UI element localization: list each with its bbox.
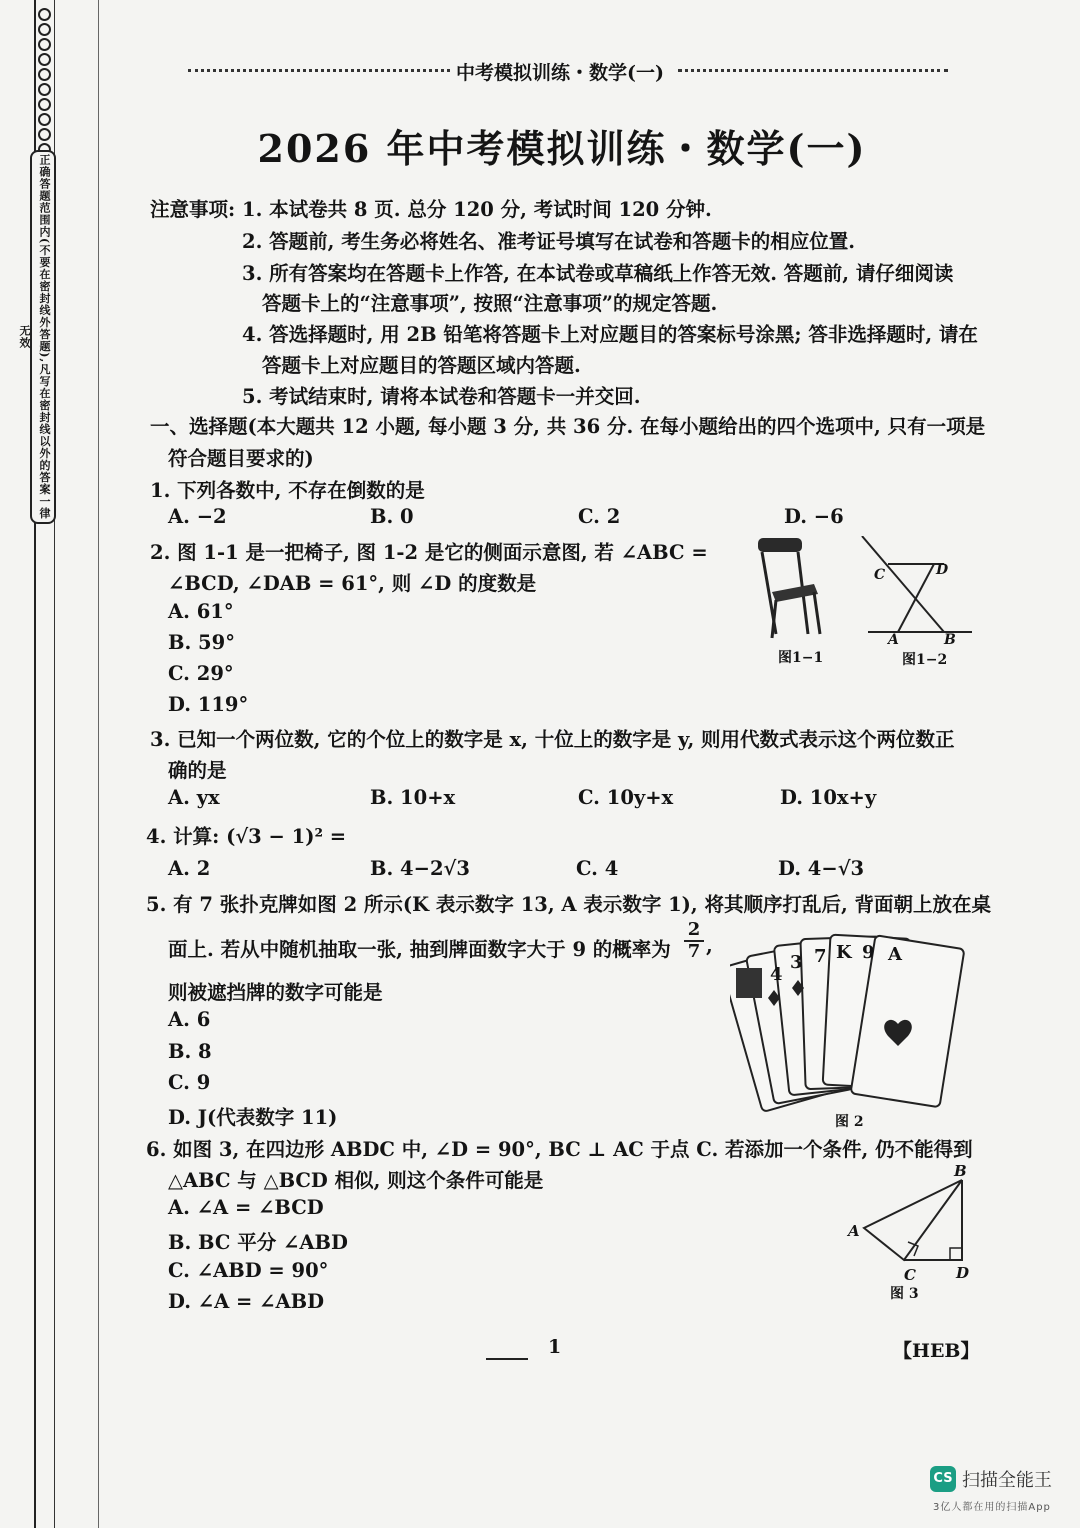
q1-option-d: D. −6 bbox=[784, 505, 844, 528]
q5-option-b: B. 8 bbox=[168, 1040, 212, 1063]
card-label-3: 3 bbox=[790, 952, 803, 973]
point-label-d: D bbox=[936, 562, 949, 578]
fraction-numerator: 2 bbox=[687, 919, 701, 940]
figure-2-playing-cards bbox=[730, 928, 970, 1134]
q2-option-d: D. 119° bbox=[168, 693, 249, 716]
figure-2-caption: 图 2 bbox=[835, 1114, 864, 1130]
q3-option-c: C. 10y+x bbox=[578, 786, 674, 809]
notes-label: 注意事项: bbox=[150, 198, 236, 221]
running-title: 中考模拟训练・数学(一) bbox=[456, 62, 664, 84]
card-label-7: 7 bbox=[814, 946, 827, 967]
card-label-4: 4 bbox=[770, 964, 783, 985]
point-label-c: C bbox=[904, 1266, 916, 1284]
probability-fraction bbox=[684, 920, 704, 962]
notes-item-2: 2. 答题前, 考生务必将姓名、准考证号填写在试卷和答题卡的相应位置. bbox=[242, 230, 856, 253]
question-2-stem-2: ∠BCD, ∠DAB = 61°, 则 ∠D 的度数是 bbox=[168, 572, 537, 595]
q4-option-d: D. 4−√3 bbox=[778, 857, 865, 880]
point-label-d: D bbox=[956, 1264, 970, 1282]
page-number: 1 bbox=[548, 1336, 562, 1358]
covered-card bbox=[736, 968, 762, 998]
section-heading-cont: 符合题目要求的) bbox=[168, 447, 314, 470]
question-3-stem-1: 3. 已知一个两位数, 它的个位上的数字是 x, 十位上的数字是 y, 则用代数式表示这个两位数正 bbox=[150, 728, 955, 751]
q2-option-c: C. 29° bbox=[168, 662, 234, 685]
notes-item-4-cont: 答题卡上对应题目的答题区域内答题. bbox=[262, 354, 581, 377]
scanner-tagline: 3亿人都在用的扫描App bbox=[933, 1502, 1051, 1513]
q5-option-d: D. J(代表数字 11) bbox=[168, 1106, 338, 1129]
point-label-b: B bbox=[944, 632, 956, 648]
q6-option-a: A. ∠A = ∠BCD bbox=[168, 1196, 324, 1219]
figure-3-caption: 图 3 bbox=[890, 1286, 919, 1302]
q6-option-c: C. ∠ABD = 90° bbox=[168, 1259, 329, 1282]
notes-item-3-cont: 答题卡上的“注意事项”, 按照“注意事项”的规定答题. bbox=[262, 292, 718, 315]
notes-item-4: 4. 答选择题时, 用 2B 铅笔将答题卡上对应题目的答案标号涂黑; 答非选择题时, 请在 bbox=[242, 323, 978, 346]
figure-1-2-caption: 图1−2 bbox=[902, 652, 948, 668]
point-label-c: C bbox=[874, 567, 886, 583]
notes-item-1: 1. 本试卷共 8 页. 总分 120 分, 考试时间 120 分钟. bbox=[242, 198, 712, 221]
point-label-a: A bbox=[888, 632, 899, 648]
question-6-stem-1: 6. 如图 3, 在四边形 ABDC 中, ∠D = 90°, BC ⊥ AC 于点 C. 若添加一个条件, 仍不能得到 bbox=[146, 1138, 973, 1161]
exam-code: 【HEB】 bbox=[893, 1340, 980, 1362]
point-label-b: B bbox=[954, 1162, 967, 1180]
question-1-stem: 1. 下列各数中, 不存在倒数的是 bbox=[150, 479, 425, 502]
figure-3-diagram bbox=[844, 1160, 974, 1306]
question-5-stem-1: 5. 有 7 张扑克牌如图 2 所示(K 表示数字 13, A 表示数字 1), 将其顺序打乱后, 背面朝上放在桌 bbox=[146, 893, 992, 916]
q1-option-a: A. −2 bbox=[168, 505, 227, 528]
figure-1-1-caption: 图1−1 bbox=[778, 650, 824, 666]
fraction-denominator: 7 bbox=[687, 941, 701, 962]
q5-option-a: A. 6 bbox=[168, 1008, 211, 1031]
question-3-stem-2: 确的是 bbox=[168, 759, 227, 782]
binding-note: 正确答题范围内(不要在密封线外答题),凡写在密封线以外的答案一律无效 bbox=[30, 150, 56, 524]
q6-option-d: D. ∠A = ∠ABD bbox=[168, 1290, 325, 1313]
question-4-stem: 4. 计算: (√3 − 1)² = bbox=[146, 825, 347, 848]
q3-option-a: A. yx bbox=[168, 786, 220, 809]
q4-option-c: C. 4 bbox=[576, 857, 619, 880]
question-6-stem-2: △ABC 与 △BCD 相似, 则这个条件可能是 bbox=[168, 1169, 544, 1192]
q3-option-d: D. 10x+y bbox=[780, 786, 877, 809]
scanner-logo-icon: CS bbox=[930, 1466, 956, 1492]
q2-option-b: B. 59° bbox=[168, 631, 235, 654]
section-heading: 一、选择题(本大题共 12 小题, 每小题 3 分, 共 36 分. 在每小题给出的四个选项中, 只有一项是 bbox=[150, 415, 986, 438]
margin-line bbox=[98, 0, 99, 1528]
card-label-a: A bbox=[888, 944, 902, 965]
card-label-k: K bbox=[836, 942, 852, 963]
q1-option-b: B. 0 bbox=[370, 505, 414, 528]
scanner-app-name: 扫描全能王 bbox=[962, 1470, 1052, 1491]
question-5-stem-3: 则被遮挡牌的数字可能是 bbox=[168, 981, 383, 1004]
q4-option-a: A. 2 bbox=[168, 857, 211, 880]
card-label-9: 9 bbox=[862, 942, 875, 963]
q1-option-c: C. 2 bbox=[578, 505, 621, 528]
page-number-rule bbox=[486, 1358, 528, 1360]
figure-1-2-diagram bbox=[858, 536, 978, 674]
q3-option-b: B. 10+x bbox=[370, 786, 456, 809]
q2-option-a: A. 61° bbox=[168, 600, 234, 623]
q5-option-c: C. 9 bbox=[168, 1071, 211, 1094]
figure-1-1-chair bbox=[748, 534, 838, 674]
q6-option-b: B. BC 平分 ∠ABD bbox=[168, 1231, 348, 1254]
question-2-stem-1: 2. 图 1-1 是一把椅子, 图 1-2 是它的侧面示意图, 若 ∠ABC = bbox=[150, 541, 708, 564]
running-header bbox=[188, 60, 948, 84]
exam-title: 2026 年中考模拟训练・数学(一) bbox=[257, 126, 867, 171]
notes-item-3: 3. 所有答案均在答题卡上作答, 在本试卷或草稿纸上作答无效. 答题前, 请仔细阅读 bbox=[242, 262, 954, 285]
notes-item-5: 5. 考试结束时, 请将本试卷和答题卡一并交回. bbox=[242, 385, 641, 408]
q4-option-b: B. 4−2√3 bbox=[370, 857, 470, 880]
question-5-stem-2: 面上. 若从中随机抽取一张, 抽到牌面数字大于 9 的概率为 bbox=[168, 938, 671, 961]
question-5-comma: , bbox=[706, 934, 713, 957]
point-label-a: A bbox=[848, 1222, 860, 1240]
